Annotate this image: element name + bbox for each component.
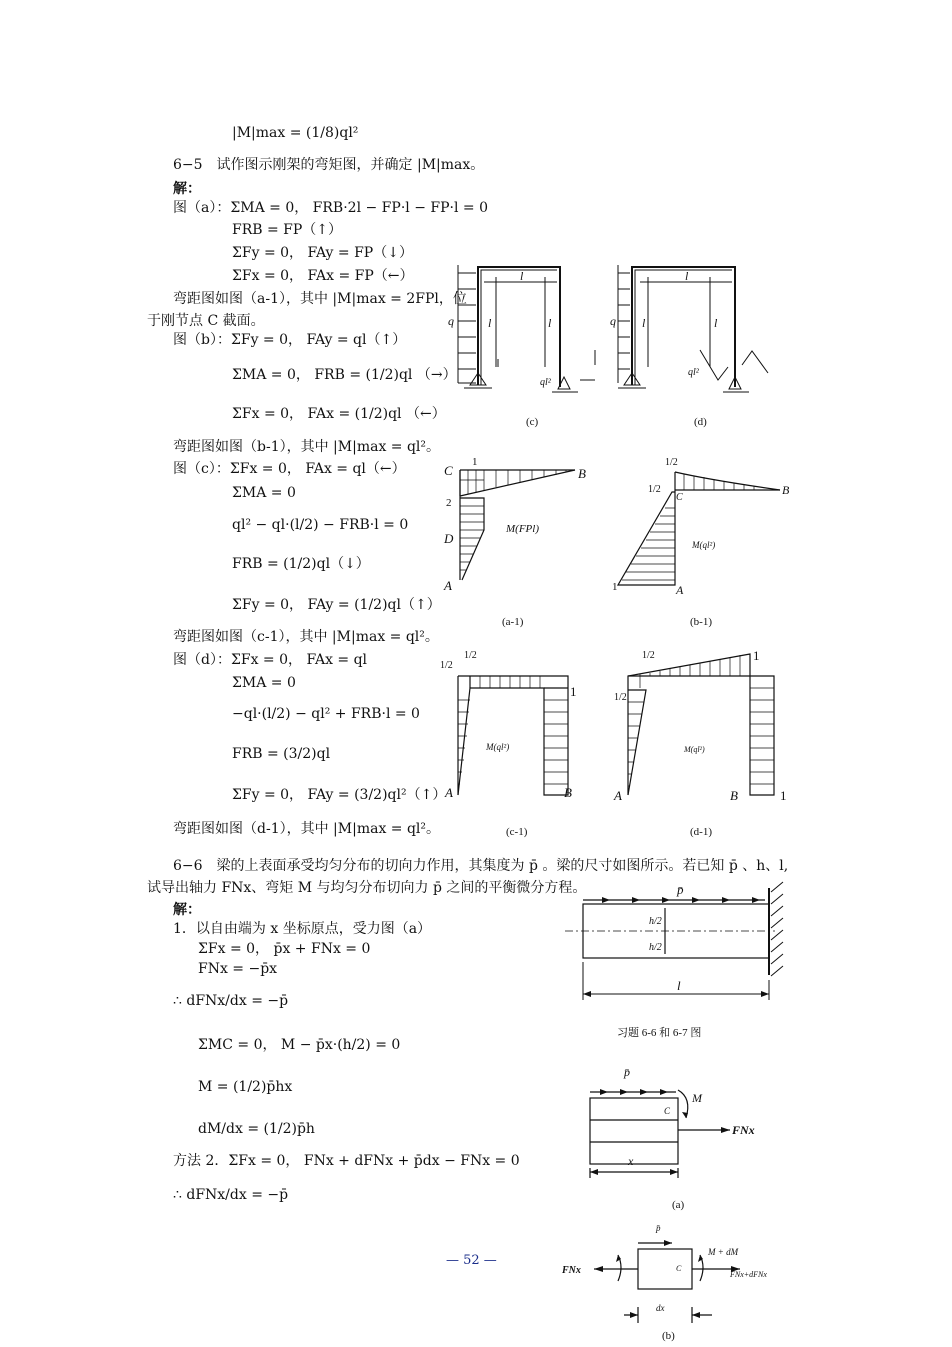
text-line: ΣMA = 0， FRB = (1/2)ql （→） [232, 367, 457, 383]
label-moment-unit: M(FPl) [506, 523, 539, 535]
text-line: |M|max = (1/8)ql² [232, 125, 359, 141]
figure-b1-moment-diagram [610, 450, 795, 635]
problem-title: 6−5 试作图示刚架的弯矩图，并确定 |M|max。 [173, 157, 485, 173]
label-C: C [664, 1106, 671, 1116]
label-half: 1/2 [665, 457, 678, 468]
label-B: B [782, 483, 790, 497]
text-line: 方法 2．ΣFx = 0， FNx + dFNx + p̄dx − FNx = 0 [173, 1153, 520, 1169]
label-q: q [448, 314, 454, 328]
label-moment-unit: M(ql²) [684, 745, 705, 754]
caption-c1: (c-1) [506, 826, 528, 838]
label-half: 1/2 [440, 660, 453, 671]
label-1: 1 [472, 456, 478, 468]
label-half: 1/2 [648, 484, 661, 495]
label-l: l [488, 316, 492, 330]
label-moment-unit: M(ql²) [692, 540, 716, 550]
caption-a1: (a-1) [502, 616, 524, 628]
label-h2: h/2 [649, 942, 662, 953]
problem-title: 6−6 梁的上表面承受均匀分布的切向力作用，其集度为 p̄ 。梁的尺寸如图所示。若已知 p̄ 、h、l, [173, 858, 789, 874]
text-line: ql² − ql·(l/2) − FRB·l = 0 [232, 517, 409, 533]
text-line: 弯距图如图（b-1），其中 |M|max = ql²。 [173, 439, 441, 455]
text-line: 图（d）：ΣFx = 0， FAx = ql [173, 652, 368, 668]
figure-c1-moment-diagram [440, 640, 610, 840]
text-line: 图（b）：ΣFy = 0， FAy = ql（↑） [173, 332, 407, 348]
label-ql2: ql² [688, 367, 699, 378]
text-line: M = (1/2)p̄hx [198, 1079, 293, 1095]
label-B: B [730, 788, 738, 803]
caption-a: (a) [672, 1199, 685, 1211]
label-C: C [676, 492, 683, 503]
label-half: 1/2 [642, 650, 655, 661]
caption-b: (b) [662, 1330, 675, 1342]
label-A: A [676, 583, 684, 597]
text-line: ΣMC = 0， M − p̄x·(h/2) = 0 [198, 1037, 401, 1053]
label-l: l [677, 978, 681, 993]
label-M: M [692, 1091, 702, 1105]
solution-heading: 解： [173, 902, 201, 918]
label-FNx: FNx [732, 1123, 755, 1137]
label-2: 2 [446, 497, 452, 509]
label-1: 1 [570, 684, 577, 699]
text-line: −ql·(l/2) − ql² + FRB·l = 0 [232, 706, 420, 722]
figure-d1-moment-diagram [610, 640, 800, 840]
label-C: C [676, 1264, 682, 1273]
label-B: B [578, 466, 586, 481]
text-line: ∴ dFNx/dx = −p̄ [173, 1187, 289, 1203]
text-line: ΣMA = 0 [232, 485, 296, 501]
solution-heading: 解： [173, 181, 201, 197]
text-line: ΣFy = 0， FAy = (1/2)ql（↑） [232, 597, 441, 613]
text-line: ∴ dFNx/dx = −p̄ [173, 993, 289, 1009]
text-line: FNx = −p̄x [198, 961, 278, 977]
figure-a1-moment-diagram [440, 450, 610, 635]
text-line: FRB = FP（↑） [232, 222, 343, 238]
text-line: 弯距图如图（c-1），其中 |M|max = ql²。 [173, 629, 439, 645]
text-line: 1．以自由端为 x 坐标原点，受力图（a） [173, 921, 432, 937]
label-p-bar: p̄ [624, 1065, 630, 1079]
text-line: dM/dx = (1/2)p̄h [198, 1121, 315, 1137]
figure-c-frame [440, 255, 610, 430]
text-line: ΣMA = 0 [232, 675, 296, 691]
label-l: l [520, 269, 524, 283]
label-h2: h/2 [649, 916, 662, 927]
label-M-dM: M + dM [708, 1247, 739, 1257]
label-FNx: FNx [562, 1265, 581, 1276]
label-FNx-dFNx: FNx+dFNx [730, 1270, 767, 1279]
caption-d: (d) [694, 416, 707, 428]
text-line: 于刚节点 C 截面。 [147, 313, 265, 329]
label-1: 1 [753, 648, 760, 663]
text-line: 图（a）：ΣMA = 0， FRB·2l − FP·l − FP·l = 0 [173, 200, 488, 216]
page-number: — 52 — [446, 1253, 497, 1268]
label-l: l [548, 316, 552, 330]
label-q: q [610, 314, 616, 328]
text-line: ΣFy = 0， FAy = (3/2)ql²（↑） [232, 787, 447, 803]
label-p-bar: p̄ [656, 1223, 661, 1233]
figure-a-free-body [580, 1060, 780, 1215]
text-line: ΣFy = 0， FAy = FP（↓） [232, 245, 413, 261]
text-line: FRB = (3/2)ql [232, 746, 331, 762]
label-D: D [444, 531, 454, 546]
label-moment-unit: M(ql²) [486, 742, 510, 752]
text-line: ΣFx = 0， FAx = (1/2)ql （←） [232, 406, 446, 422]
label-l: l [642, 316, 646, 330]
text-line: 弯距图如图（a-1），其中 |M|max = 2FPl，位 [173, 291, 467, 307]
label-l: l [714, 316, 718, 330]
label-l: l [685, 269, 689, 283]
figure-d-frame [610, 255, 785, 430]
label-dx: dx [656, 1303, 665, 1313]
label-A: A [445, 785, 453, 800]
text-line: 图（c）：ΣFx = 0， FAx = ql（←） [173, 461, 406, 477]
figure-6-6-beam [565, 880, 795, 1045]
label-A: A [614, 788, 622, 803]
caption-b1: (b-1) [690, 616, 712, 628]
text-line: 试导出轴力 FNx、弯矩 M 与均匀分布切向力 p̄ 之间的平衡微分方程。 [147, 880, 587, 896]
caption-c: (c) [526, 416, 539, 428]
label-half: 1/2 [464, 650, 477, 661]
text-line: ΣFx = 0， FAx = FP（←） [232, 268, 414, 284]
figure-b-element [560, 1215, 785, 1343]
text-line: FRB = (1/2)ql（↓） [232, 556, 370, 572]
label-C: C [444, 463, 453, 478]
label-B: B [564, 785, 572, 800]
label-1: 1 [612, 581, 618, 593]
caption-6-6: 习题 6-6 和 6-7 图 [617, 1027, 702, 1039]
caption-d1: (d-1) [690, 826, 712, 838]
label-1: 1 [780, 788, 787, 803]
label-A: A [444, 578, 452, 593]
text-line: 弯距图如图（d-1），其中 |M|max = ql²。 [173, 821, 441, 837]
label-x: x [628, 1154, 634, 1168]
text-line: ΣFx = 0， p̄x + FNx = 0 [198, 941, 371, 957]
label-ql2: ql² [540, 377, 551, 388]
label-half: 1/2 [614, 692, 627, 703]
label-p-bar: p̄ [677, 882, 684, 897]
